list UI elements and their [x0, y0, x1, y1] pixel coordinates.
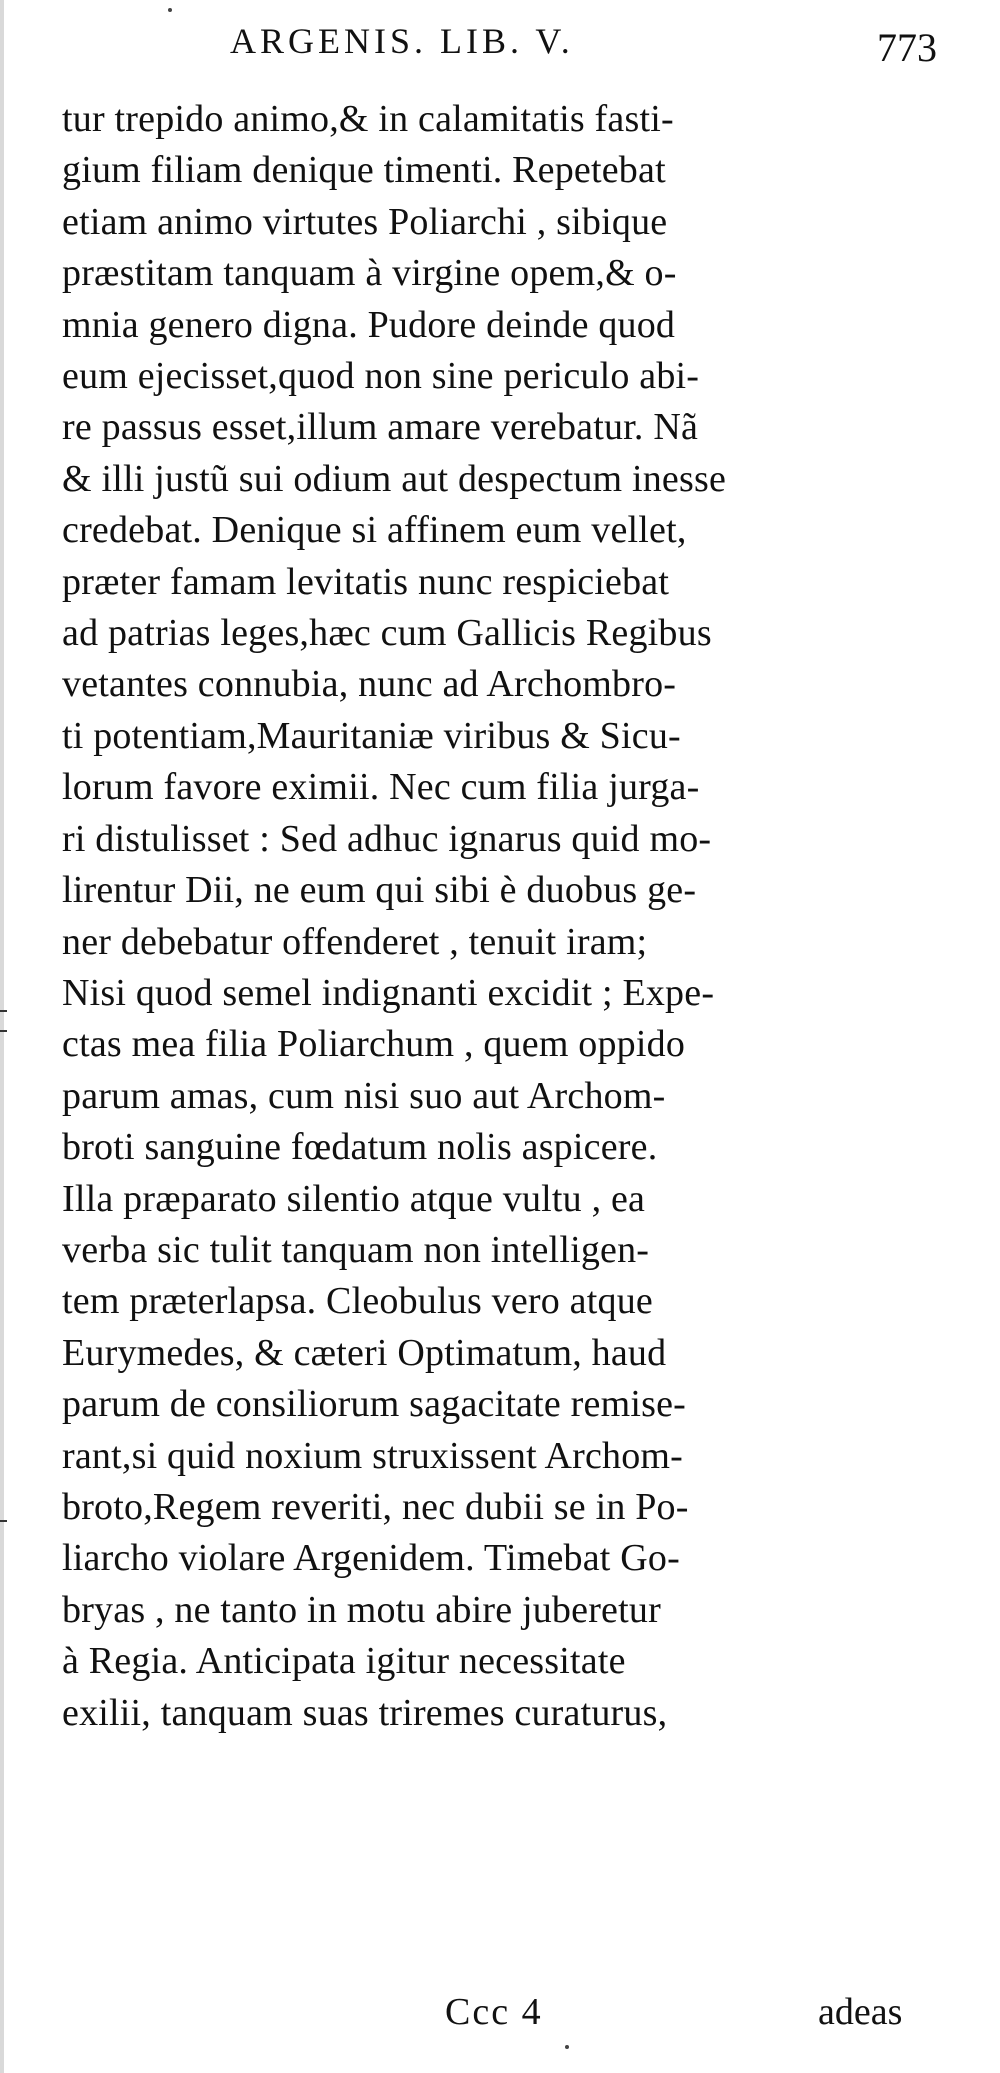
text-line: parum amas, cum nisi suo aut Archom- [62, 1074, 666, 1117]
margin-mark [0, 1520, 7, 1522]
text-line: à Regia. Anticipata igitur necessitate [62, 1640, 626, 1683]
text-line: mnia genero digna. Pudore deinde quod [62, 303, 676, 346]
text-line: etiam animo virtutes Poliarchi , sibique [62, 200, 668, 243]
text-line: broti sanguine fœdatum nolis aspicere. [62, 1126, 658, 1169]
page-number: 773 [877, 25, 937, 70]
text-line: parum de consiliorum sagacitate remise- [62, 1383, 687, 1426]
text-line: bryas , ne tanto in motu abire juberetur [62, 1588, 661, 1631]
text-line: lorum favore eximii. Nec cum filia jurga- [62, 766, 700, 809]
text-line: ctas mea filia Poliarchum , quem oppido [62, 1023, 686, 1066]
running-head: ARGENIS. LIB. V. [230, 21, 574, 61]
text-line: præter famam levitatis nunc respiciebat [62, 560, 670, 603]
signature-mark: Ccc 4 [445, 1991, 543, 2033]
text-line: broto,Regem reveriti, nec dubii se in Po- [62, 1485, 689, 1528]
text-line: exilii, tanquam suas triremes curaturus, [62, 1691, 668, 1734]
text-line: vetantes connubia, nunc ad Archombro- [62, 663, 677, 706]
text-line: eum ejecisset,quod non sine periculo abi- [62, 355, 700, 398]
text-line: tur trepido animo,& in calamitatis fasti- [62, 98, 674, 140]
text-line: ner debebatur offenderet , tenuit iram; [62, 920, 648, 963]
text-line: & illi justũ sui odium aut despectum inesse [62, 457, 727, 500]
ink-speck [565, 2045, 569, 2049]
text-line: lirentur Dii, ne eum qui sibi è duobus ge- [62, 869, 697, 912]
text-line: rant,si quid noxium struxissent Archom- [62, 1434, 684, 1477]
text-line: Eurymedes, & cæteri Optimatum, haud [62, 1331, 667, 1374]
margin-mark [0, 1030, 7, 1032]
text-line: gium filiam denique timenti. Repetebat [62, 149, 666, 192]
margin-mark [0, 1010, 7, 1012]
text-line: verba sic tulit tanquam non intelligen- [62, 1228, 650, 1271]
text-line: liarcho violare Argenidem. Timebat Go- [62, 1537, 680, 1580]
text-line: tem præterlapsa. Cleobulus vero atque [62, 1280, 653, 1323]
text-line: Illa præparato silentio atque vultu , ea [62, 1177, 646, 1220]
text-line: credebat. Denique si affinem eum vellet, [62, 509, 687, 552]
page-left-edge [0, 0, 4, 2073]
text-line: ad patrias leges,hæc cum Gallicis Regibus [62, 612, 712, 655]
text-line: re passus esset,illum amare verebatur. Nã [62, 406, 699, 449]
text-line: Nisi quod semel indignanti excidit ; Expe- [62, 971, 715, 1014]
text-line: præstitam tanquam à virgine opem,& o- [62, 252, 677, 295]
body-text [62, 94, 972, 1739]
catchword: adeas [818, 1991, 903, 2033]
text-line: ri distulisset : Sed adhuc ignarus quid mo- [62, 817, 712, 860]
text-line: ti potentiam,Mauritaniæ viribus & Sicu- [62, 714, 681, 757]
ink-speck [168, 8, 172, 12]
